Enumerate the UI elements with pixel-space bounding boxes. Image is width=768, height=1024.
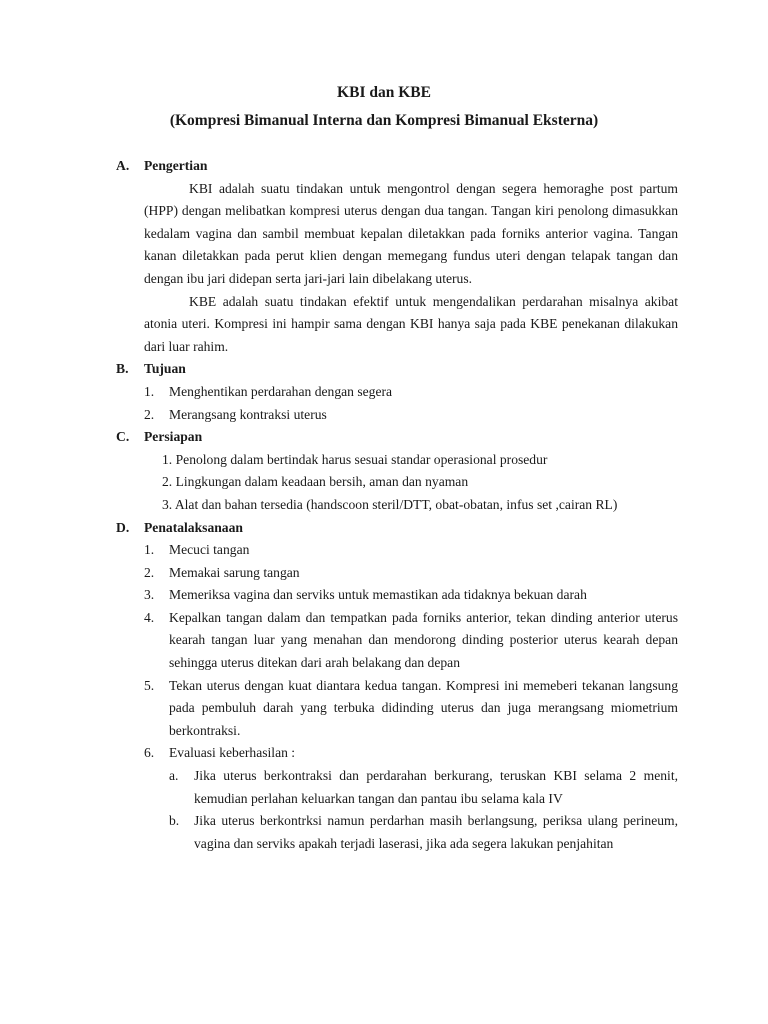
list-item [144,381,678,404]
section-d-heading [116,517,678,540]
list-item [144,675,678,743]
list-number: 2. [144,406,155,422]
section-c-heading [116,426,678,449]
list-number: b. [169,813,180,829]
list-text: Menghentikan perdarahan dengan segera [169,383,393,399]
list-number: 5. [144,677,155,693]
list-item [144,562,678,585]
section-title: Tujuan [144,361,186,377]
document-subtitle: (Kompresi Bimanual Interna dan Kompresi Bimanual Eksterna) [169,112,599,129]
list-number: a. [169,768,179,784]
list-text: Kepalkan tangan dalam dan tempatkan pada forniks anterior, tekan dinding anterior uterus kearah tangan luar yang menahan dan mendorong dinding posterior uterus kearah depan sehingga uterus ditekan dari arah belakang dan depan [169,609,678,671]
list-text: Memakai sarung tangan [169,564,300,580]
list-item: 1. Penolong dalam bertindak harus sesuai standar operasional prosedur [162,451,548,467]
list-number: 2. [144,564,155,580]
list-item [144,404,678,427]
section-letter: A. [116,158,130,173]
list-number: 3. [144,587,155,603]
list-text: Jika uterus berkontrksi namun perdarhan masih berlangsung, periksa ulang perineum, vagina dan serviks apakah terjadi laserasi, jika ada segera lakukan penjahitan [194,813,678,851]
list-item: 2. Lingkungan dalam keadaan bersih, aman dan nyaman [162,474,469,490]
sub-list-item [169,765,678,810]
section-letter: D. [116,519,130,535]
document-title: KBI dan KBE [337,84,431,101]
section-title: Persiapan [144,429,203,445]
paragraph-kbi: KBI adalah suatu tindakan untuk mengontrol dengan segera hemoraghe post partum (HPP) dengan melibatkan kompresi uterus dengan dua tangan. Tangan kiri penolong dimasukkan kedalam vagina dan sambil membuat kepalan diletakkan pada forniks anterior vagina. Tangan kanan diletakkan pada perut klien dengan memegang fundus uteri dengan telapak tangan dan dengan ibu jari didepan serta jari-jari lain dibelakang uterus. [144,180,678,286]
section-letter: C. [116,429,130,445]
paragraph-kbe: KBE adalah suatu tindakan efektif untuk mengendalikan perdarahan misalnya akibat atonia uteri. Kompresi ini hampir sama dengan KBI hanya saja pada KBE penekanan dilakukan dari luar rahim. [144,293,678,354]
list-text: Merangsang kontraksi uterus [169,406,327,422]
section-letter: B. [116,361,129,377]
list-text: Evaluasi keberhasilan : [169,745,296,761]
section-title: Penatalaksanaan [144,519,243,535]
list-text: Jika uterus berkontraksi dan perdarahan berkurang, teruskan KBI selama 2 menit, kemudian perlahan keluarkan tangan dan pantau ibu selama kala IV [194,768,678,806]
list-number: 6. [144,745,155,761]
list-number: 1. [144,542,155,558]
document-body [116,155,678,855]
section-title: Pengertian [144,158,208,173]
list-item [144,584,678,607]
list-item [144,539,678,562]
list-text: Mecuci tangan [169,542,250,558]
sub-list-item [169,810,678,855]
list-text: Tekan uterus dengan kuat diantara kedua tangan. Kompresi ini memeberi tekanan langsung pada pembuluh darah yang terbuka didinding uterus dan juga merangsang miometrium berkontraksi. [169,677,678,738]
section-a-heading [116,155,678,178]
list-item [144,607,678,675]
list-number: 1. [144,383,155,399]
list-text: Memeriksa vagina dan serviks untuk memastikan ada tidaknya bekuan darah [169,587,587,603]
list-number: 4. [144,609,155,625]
section-b-heading [116,358,678,381]
list-item: 3. Alat dan bahan tersedia (handscoon steril/DTT, obat-obatan, infus set ,cairan RL) [162,496,618,512]
list-item [144,742,678,765]
